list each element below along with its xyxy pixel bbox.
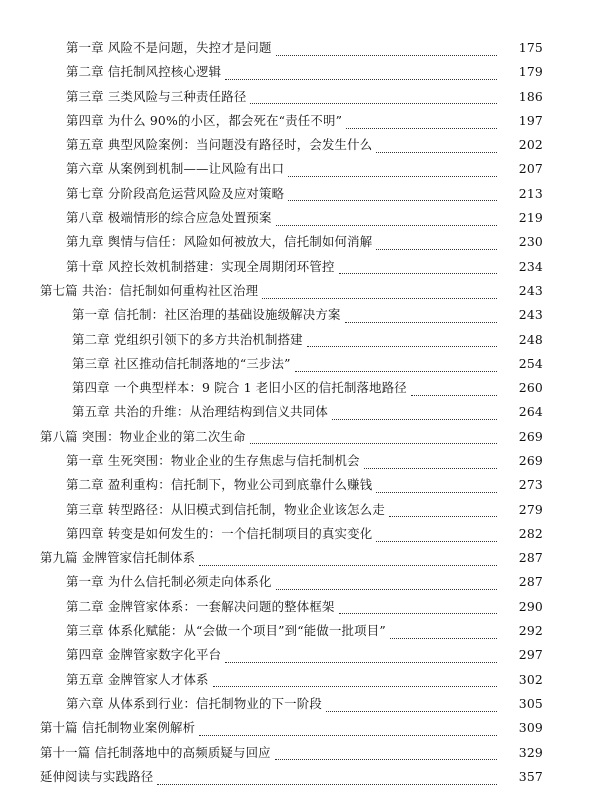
dot-leader <box>364 468 497 469</box>
toc-part-entry[interactable] <box>0 716 600 740</box>
toc-entry-title: 第一章 风险不是问题，失控才是问题 <box>66 39 272 55</box>
toc-entry-title: 第五章 典型风险案例：当问题没有路径时，会发生什么 <box>66 137 373 153</box>
dot-leader <box>250 443 497 444</box>
toc-chapter-entry[interactable] <box>0 522 600 546</box>
dot-leader <box>389 516 497 517</box>
dot-leader <box>376 249 497 250</box>
toc-entry-title: 第三章 转型路径：从旧模式到信托制，物业企业该怎么走 <box>66 501 385 517</box>
toc-entry-page-number: 305 <box>518 695 543 711</box>
toc-entry-title: 第四章 金牌管家数字化平台 <box>66 647 222 663</box>
toc-entry-title: 第七章 分阶段高危运营风险及应对策略 <box>66 185 285 201</box>
toc-entry-page-number: 269 <box>518 452 543 468</box>
toc-entry-page-number: 279 <box>518 501 543 517</box>
toc-entry-title: 第四章 一个典型样本：9 院合 1 老旧小区的信托制落地路径 <box>72 380 407 396</box>
toc-chapter-entry[interactable] <box>0 328 600 352</box>
dot-leader <box>225 662 497 663</box>
toc-entry-page-number: 329 <box>518 744 543 760</box>
toc-chapter-entry[interactable] <box>0 157 600 181</box>
dot-leader <box>376 541 497 542</box>
toc-entry-page-number: 213 <box>518 185 543 201</box>
toc-entry-page-number: 254 <box>518 355 543 371</box>
dot-leader <box>376 152 497 153</box>
toc-chapter-entry[interactable] <box>0 473 600 497</box>
toc-entry-title: 第五章 金牌管家人才体系 <box>66 671 209 687</box>
toc-entry-title: 第二章 盈利重构：信托制下，物业公司到底靠什么赚钱 <box>66 477 373 493</box>
toc-entry-page-number: 357 <box>518 768 543 784</box>
toc-entry-page-number: 175 <box>518 39 543 55</box>
toc-entry-page-number: 287 <box>518 574 543 590</box>
toc-entry-page-number: 179 <box>518 64 543 80</box>
toc-entry-title: 第八章 极端情形的综合应急处置预案 <box>66 210 272 226</box>
toc-entry-title: 第十篇 信托制物业案例解析 <box>40 720 196 736</box>
toc-entry-page-number: 197 <box>518 112 543 128</box>
toc-entry-title: 第七篇 共治：信托制如何重构社区治理 <box>40 282 259 298</box>
toc-entry-title: 第十一篇 信托制落地中的高频质疑与回应 <box>40 744 271 760</box>
toc-entry-page-number: 297 <box>518 647 543 663</box>
toc-chapter-entry[interactable] <box>0 109 600 133</box>
toc-chapter-entry[interactable] <box>0 498 600 522</box>
toc-entry-page-number: 290 <box>518 598 543 614</box>
dot-leader <box>250 103 497 104</box>
dot-leader <box>411 395 497 396</box>
dot-leader <box>199 735 497 736</box>
toc-part-entry[interactable] <box>0 546 600 570</box>
toc-chapter-entry[interactable] <box>0 60 600 84</box>
dot-leader <box>276 225 497 226</box>
dot-leader <box>390 638 497 639</box>
toc-entry-title: 第四章 转变是如何发生的：一个信托制项目的真实变化 <box>66 525 373 541</box>
toc-entry-title: 第三章 体系化赋能：从“会做一个项目”到“能做一批项目” <box>66 623 386 639</box>
toc-chapter-entry[interactable] <box>0 376 600 400</box>
toc-entry-page-number: 292 <box>518 623 543 639</box>
toc-entry-title: 第一章 信托制：社区治理的基础设施级解决方案 <box>72 307 341 323</box>
toc-entry-title: 第三章 社区推动信托制落地的“三步法” <box>72 355 291 371</box>
dot-leader <box>213 686 497 687</box>
toc-entry-title: 第九篇 金牌管家信托制体系 <box>40 550 196 566</box>
toc-chapter-entry[interactable] <box>0 255 600 279</box>
toc-entry-title: 第四章 为什么 90%的小区，都会死在“责任不明” <box>66 112 343 128</box>
dot-leader <box>326 711 497 712</box>
dot-leader <box>225 79 497 80</box>
dot-leader <box>199 565 497 566</box>
toc-entry-title: 第五章 共治的升维：从治理结构到信义共同体 <box>72 404 328 420</box>
toc-entry-title: 第二章 党组织引领下的多方共治机制搭建 <box>72 331 303 347</box>
toc-entry-page-number: 309 <box>518 720 543 736</box>
toc-chapter-entry[interactable] <box>0 85 600 109</box>
toc-chapter-entry[interactable] <box>0 449 600 473</box>
toc-chapter-entry[interactable] <box>0 182 600 206</box>
toc-part-entry[interactable] <box>0 765 600 789</box>
toc-chapter-entry[interactable] <box>0 206 600 230</box>
toc-chapter-entry[interactable] <box>0 352 600 376</box>
dot-leader <box>157 784 497 785</box>
toc-entry-title: 第六章 从体系到行业：信托制物业的下一阶段 <box>66 695 322 711</box>
toc-entry-title: 第八篇 突围：物业企业的第二次生命 <box>40 428 246 444</box>
toc-chapter-entry[interactable] <box>0 668 600 692</box>
dot-leader <box>346 128 497 129</box>
toc-entry-page-number: 207 <box>518 161 543 177</box>
dot-leader <box>288 200 497 201</box>
toc-chapter-entry[interactable] <box>0 303 600 327</box>
toc-entry-page-number: 273 <box>518 477 543 493</box>
toc-entry-page-number: 264 <box>518 404 543 420</box>
toc-entry-title: 第二章 信托制风控核心逻辑 <box>66 64 222 80</box>
toc-part-entry[interactable] <box>0 425 600 449</box>
toc-chapter-entry[interactable] <box>0 133 600 157</box>
toc-chapter-entry[interactable] <box>0 692 600 716</box>
dot-leader <box>345 322 497 323</box>
toc-entry-page-number: 230 <box>518 234 543 250</box>
toc-entry-title: 第一章 生死突围：物业企业的生存焦虑与信托制机会 <box>66 452 360 468</box>
dot-leader <box>275 759 497 760</box>
toc-part-entry[interactable] <box>0 279 600 303</box>
toc-entry-page-number: 234 <box>518 258 543 274</box>
toc-entry-page-number: 282 <box>518 525 543 541</box>
dot-leader <box>295 371 497 372</box>
toc-entry-title: 第三章 三类风险与三种责任路径 <box>66 88 247 104</box>
toc-entry-page-number: 243 <box>518 307 543 323</box>
toc-chapter-entry[interactable] <box>0 619 600 643</box>
toc-entry-title: 第十章 风控长效机制搭建：实现全周期闭环管控 <box>66 258 335 274</box>
table-of-contents <box>0 36 600 789</box>
toc-entry-page-number: 248 <box>518 331 543 347</box>
toc-chapter-entry[interactable] <box>0 571 600 595</box>
dot-leader <box>276 589 497 590</box>
toc-chapter-entry[interactable] <box>0 36 600 60</box>
dot-leader <box>307 346 497 347</box>
toc-entry-page-number: 287 <box>518 550 543 566</box>
toc-entry-title: 延伸阅读与实践路径 <box>40 768 154 784</box>
toc-entry-title: 第二章 金牌管家体系：一套解决问题的整体框架 <box>66 598 335 614</box>
dot-leader <box>332 419 497 420</box>
toc-chapter-entry[interactable] <box>0 230 600 254</box>
dot-leader <box>288 176 497 177</box>
dot-leader <box>276 55 497 56</box>
toc-entry-title: 第九章 舆情与信任：风险如何被放大，信托制如何消解 <box>66 234 373 250</box>
toc-entry-page-number: 243 <box>518 282 543 298</box>
dot-leader <box>339 613 497 614</box>
toc-entry-page-number: 269 <box>518 428 543 444</box>
toc-entry-title: 第六章 从案例到机制——让风险有出口 <box>66 161 285 177</box>
toc-chapter-entry[interactable] <box>0 595 600 619</box>
dot-leader <box>376 492 497 493</box>
dot-leader <box>339 273 497 274</box>
toc-chapter-entry[interactable] <box>0 643 600 667</box>
toc-entry-page-number: 219 <box>518 210 543 226</box>
toc-entry-page-number: 260 <box>518 380 543 396</box>
dot-leader <box>262 298 497 299</box>
toc-part-entry[interactable] <box>0 741 600 765</box>
toc-chapter-entry[interactable] <box>0 400 600 424</box>
toc-entry-page-number: 202 <box>518 137 543 153</box>
toc-entry-page-number: 186 <box>518 88 543 104</box>
toc-entry-page-number: 302 <box>518 671 543 687</box>
toc-entry-title: 第一章 为什么信托制必须走向体系化 <box>66 574 272 590</box>
